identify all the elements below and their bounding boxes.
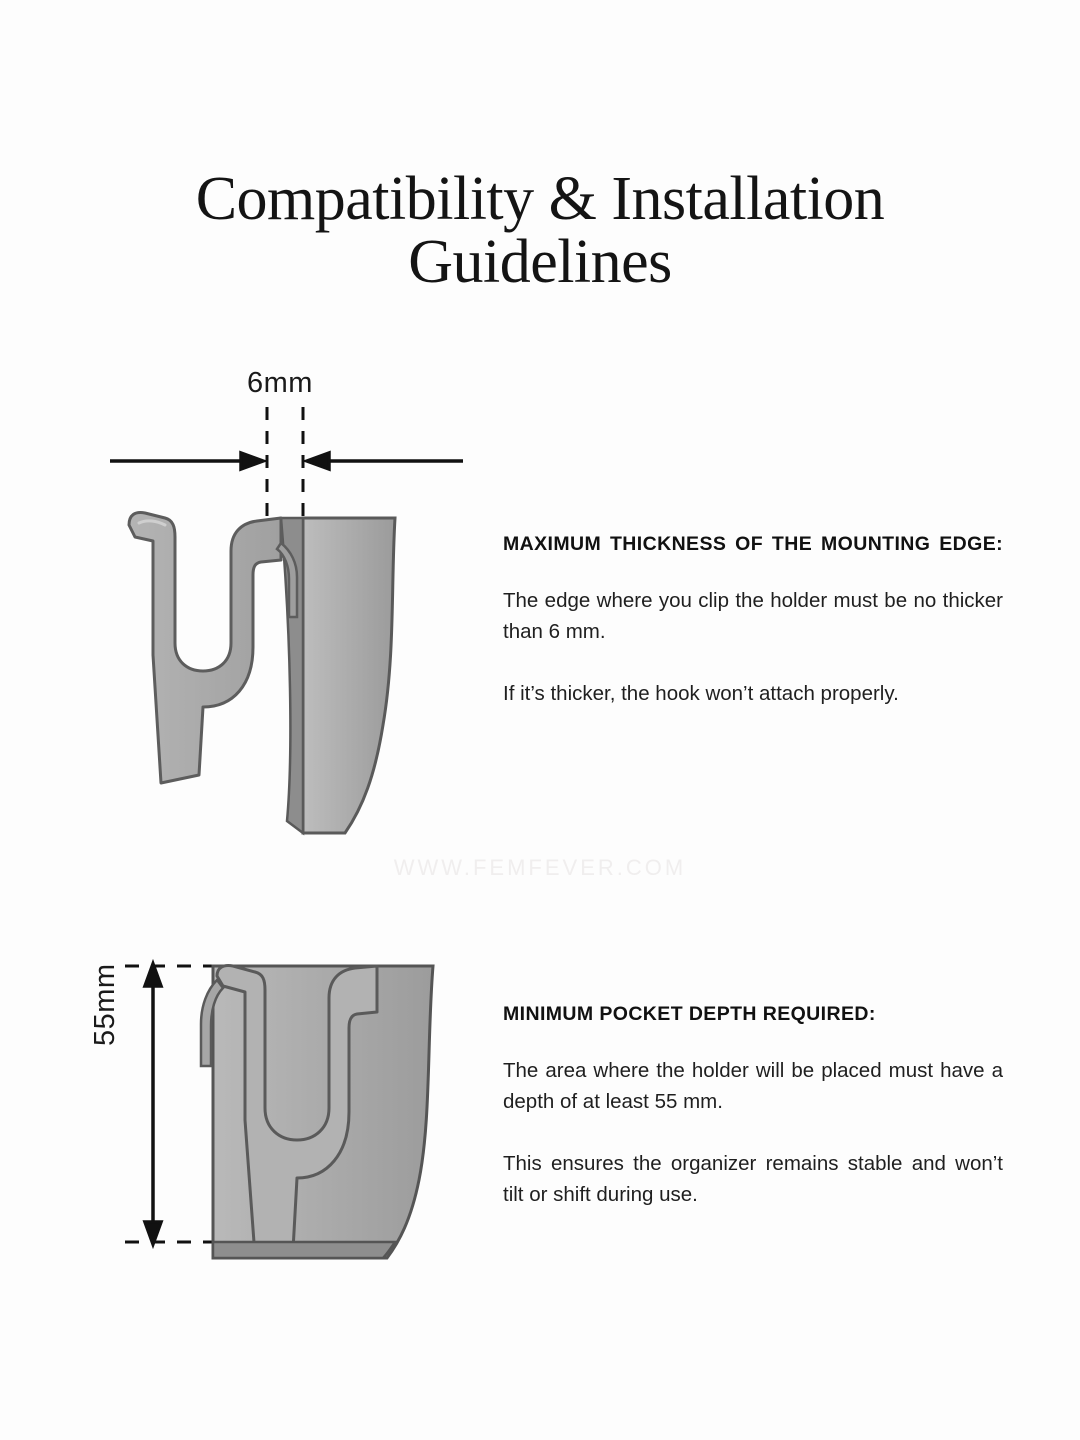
watermark: WWW.FEMFEVER.COM — [393, 855, 687, 880]
page-title — [0, 164, 1080, 296]
dimension-label-6mm: 6mm — [247, 367, 313, 399]
paragraph-min-depth-2: This ensures the organizer remains stable and won’t tilt or shift during use. — [503, 1151, 1003, 1206]
pocket-bottom-lip — [213, 1242, 395, 1258]
figure-hook-on-edge-side-view — [95, 355, 495, 835]
page-title-line-1: Compatibility & Installation — [195, 164, 885, 233]
text-block-min-depth — [503, 1000, 1003, 1210]
mounting-edge-panel — [303, 518, 395, 833]
page-title-line-2: Guidelines — [408, 227, 672, 296]
heading-min-depth: MINIMUM POCKET DEPTH REQUIRED: — [503, 1003, 876, 1025]
dimension-label-55mm: 55mm — [89, 963, 121, 1046]
paragraph-min-depth-1: The area where the holder will be placed must have a depth of at least 55 mm. — [503, 1059, 1003, 1114]
heading-max-thickness: MAXIMUM THICKNESS OF THE MOUNTING EDGE: — [503, 533, 1003, 555]
text-block-max-thickness — [503, 530, 1003, 709]
paragraph-max-thickness-2: If it’s thicker, the hook won’t attach properly. — [503, 681, 899, 705]
dimension-arrow-thickness — [110, 453, 463, 469]
hook-clip-body — [129, 513, 281, 784]
figure-hook-pocket-depth-view — [95, 920, 495, 1260]
dimension-arrow-depth — [145, 964, 161, 1244]
paragraph-max-thickness-1: The edge where you clip the holder must be no thicker than 6 mm. — [503, 589, 1003, 644]
